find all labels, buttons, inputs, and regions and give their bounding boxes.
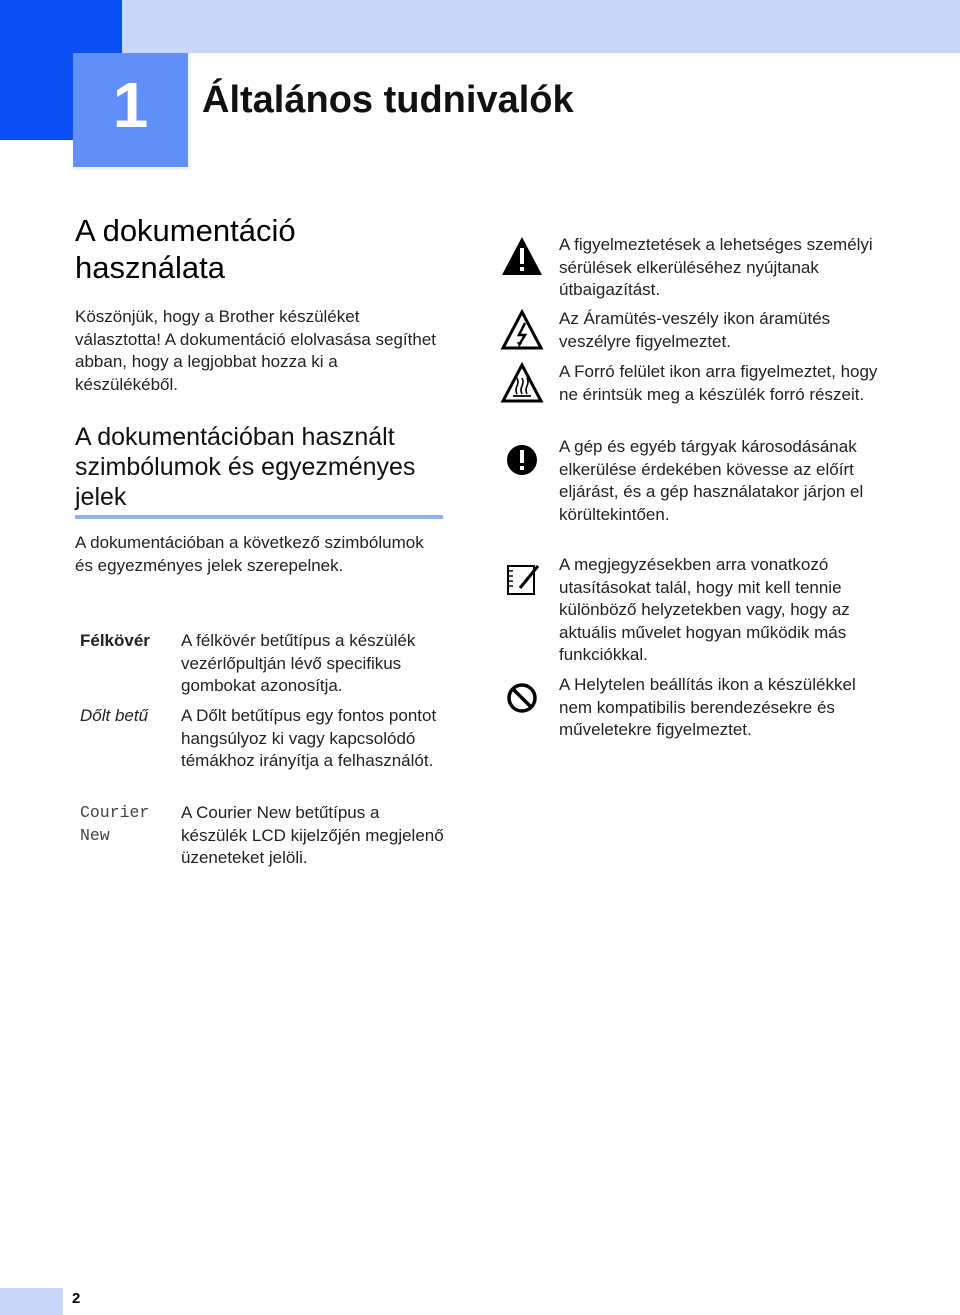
hot-surface-icon bbox=[500, 361, 544, 405]
warning-triangle-icon bbox=[500, 234, 544, 278]
symbol-description: A Forró felület ikon arra figyelmeztet, hogy ne érintsük meg a készülék forró részeit. bbox=[559, 362, 878, 404]
symbol-description: A gép és egyéb tárgyak károsodásának elkerülése érdekében kövesse az előírt eljárást, és a gép használatakor járjon el körültekintően. bbox=[559, 437, 864, 524]
convention-term: Dőlt betű bbox=[80, 706, 149, 725]
chapter-number: 1 bbox=[112, 69, 149, 141]
header-band-light bbox=[122, 0, 960, 53]
convention-term: Courier New bbox=[80, 803, 150, 845]
convention-description: A Courier New betűtípus a készülék LCD kijelzőjén megjelenő üzeneteket jelöli. bbox=[181, 803, 444, 867]
convention-term: Félkövér bbox=[80, 631, 150, 650]
prohibition-icon bbox=[500, 674, 544, 718]
convention-description: A Dőlt betűtípus egy fontos pontot hangsúlyoz ki vagy kapcsolódó témákhoz irányítja a felhasználót. bbox=[181, 706, 437, 770]
symbol-description: A Helytelen beállítás ikon a készülékkel nem kompatibilis berendezésekre és műveletekre figyelmeztet. bbox=[559, 675, 856, 739]
symbol-description: A megjegyzésekben arra vonatkozó utasításokat talál, hogy mit kell tennie különböző helyzetekben vagy, hogy az aktuális művelet hogyan működik más funkciókkal. bbox=[559, 555, 850, 664]
footer-band bbox=[0, 1288, 63, 1315]
symbol-description: A figyelmeztetések a lehetséges személyi sérülések elkerüléséhez nyújtanak útbaigazítást. bbox=[559, 235, 873, 299]
symbol-description: Az Áramütés-veszély ikon áramütés veszélyre figyelmeztet. bbox=[559, 309, 831, 351]
caution-icon bbox=[500, 436, 544, 480]
symbols-intro-paragraph: A dokumentációban a következő szimbólumok és egyezményes jelek szerepelnek. bbox=[75, 533, 424, 575]
heading-rule bbox=[75, 515, 443, 519]
page-number: 2 bbox=[72, 1290, 81, 1307]
electrical-hazard-icon bbox=[500, 308, 544, 352]
section-heading-documentation: A dokumentáció használata bbox=[75, 213, 296, 285]
convention-description: A félkövér betűtípus a készülék vezérlőpultján lévő specifikus gombokat azonosítja. bbox=[181, 631, 416, 695]
note-icon bbox=[500, 554, 544, 598]
section-heading-symbols: A dokumentációban használt szimbólumok és egyezményes jelek bbox=[75, 423, 416, 511]
chapter-number-box bbox=[73, 53, 191, 170]
intro-paragraph: Köszönjük, hogy a Brother készüléket választotta! A dokumentáció elolvasása segíthet abban, hogy a legjobbat hozza ki a készülékéből. bbox=[75, 307, 437, 394]
chapter-title: Általános tudnivalók bbox=[202, 79, 574, 121]
